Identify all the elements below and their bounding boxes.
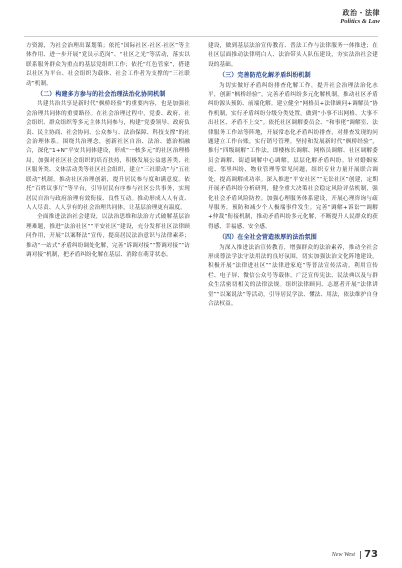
section-heading: （二）构建多方参与的社会治理法治化协同机制 — [37, 91, 166, 99]
paragraph: 全面推进法治社会建设，以法治思维和法治方式破解基层治理难题，推进“法治社区”“平安社区”建设，充分发挥社区法律顾问作用，开展“以案释法”宣传，提高居民法治意识与法律素养；推动“一站式”矛盾纠纷调处化解，完善“诉调对接”“警调对接”“访调对接”机制，把矛盾纠纷化解在基层、消除在萌芽状态。 — [26, 214, 190, 258]
paragraph: 建设，做到基层法治宣传教育、普法工作与法律服务一体推进；在社区层面推动法律明白人、法治带头人队伍建设，夯实法治社会建设的基础。 — [208, 43, 378, 68]
paragraph: 方资源，为社会治理出谋划策；依托“国际社区·社区·社区”等主体作用、进一步开展“党员示范岗”、“社区之光”等活动，落实以联系服务群众为重点的基层党组织工作；依托“红色管家”，搭建以社区为平台、社会组织为载体、社会工作者为支撑的“三社联动”机制。 — [26, 43, 190, 87]
paragraph: 共建共治共享是新时代“枫桥经验”的重要内容，也是加强社会治理共同体的重要路径。在社会治理过程中，党委、政府、社会组织、群众组织等多元主体共同参与，构建“党委领导、政府负责、民主协商、社会协同、公众参与、法治保障、科技支撑”的社会治理体系。围绕共治理念，创新社区自治、法治、德治相融合，深化“1+N”平安共同体建设，形成“一核多元”的社区治理格局。加强对社区社会组织的培育扶持，积极发展公益慈善类、社区服务类、文体活动类等社区社会组织，建立“三社联动”与“五社联动”机制，推动社区治理创新，提升居民参与度和满意度。依托“百姓议事厅”等平台，引导居民有序参与社区公共事务，实现居民自治与政府治理有效衔接、良性互动。推动形成人人有责、人人尽责、人人享有的社会治理共同体，让基层治理更有温度。 — [26, 101, 190, 211]
magazine-name: New West — [331, 552, 356, 558]
header-divider — [24, 36, 378, 37]
section-title-cn: 政治・法律 — [342, 9, 380, 17]
page-footer — [332, 549, 378, 560]
left-column — [26, 42, 190, 260]
page-header — [340, 10, 380, 26]
paragraph: 为切实做好矛盾纠纷排查化解工作，提升社会治理法治化水平，创新“枫桥经验”，完善矛盾纠纷多元化解机制，推动社区矛盾纠纷源头预防、前端化解。建立健全“网格员+法律顾问+调解员”协作机制，实行矛盾纠纷分级分类处置，做到“小事不出网格、大事不出社区、矛盾不上交”。依托社区调解委员会、“和事佬”调解室、法律服务工作站等阵地，开展常态化矛盾纠纷排查，对排查发现的问题建立工作台账，实行销号管理。坚持和发展新时代“枫桥经验”，推行“四级调解”工作法，即楼栋长调解、网格员调解、社区调解委员会调解、街道调解中心调解，层层化解矛盾纠纷。针对婚姻家庭、邻里纠纷、物业管理等常见问题，组织专业力量开展联合调处，提高调解成功率。深入推进“平安社区”“无讼社区”创建，定期开展矛盾纠纷分析研判，健全重大决策社会稳定风险评估机制，强化社会矛盾风险防控。加强心理服务体系建设，开展心理咨询与疏导服务，预防和减少个人极端事件发生。完善“调解+诉讼”“调解+仲裁”衔接机制，推动矛盾纠纷多元化解，不断提升人民群众的获得感、幸福感、安全感。 — [208, 82, 378, 230]
footer-divider — [360, 551, 361, 559]
section-heading: （三）完善防范化解矛盾纠纷机制 — [219, 72, 311, 80]
section-heading: （四）在全社会营造浓厚的法治氛围 — [219, 234, 317, 242]
section-title-en: Politics & Law — [340, 18, 380, 25]
right-column — [208, 42, 378, 309]
paragraph: 为深入推进法治宣传教育，增强群众的法治素养，推动全社会形成尊法学法守法用法的良好氛围，切实加强法治文化阵地建设。积极开展“法律进社区”“法律进家庭”等普法宣传活动，利用宣传栏、电子屏、微信公众号等载体，广泛宣传宪法、民法典以及与群众生活密切相关的法律法规。组织法律顾问、志愿者开展“法律讲堂”“以案说法”等活动，引导居民学法、懂法、用法，依法维护自身合法权益。 — [208, 244, 378, 307]
page-number: 73 — [364, 549, 378, 560]
